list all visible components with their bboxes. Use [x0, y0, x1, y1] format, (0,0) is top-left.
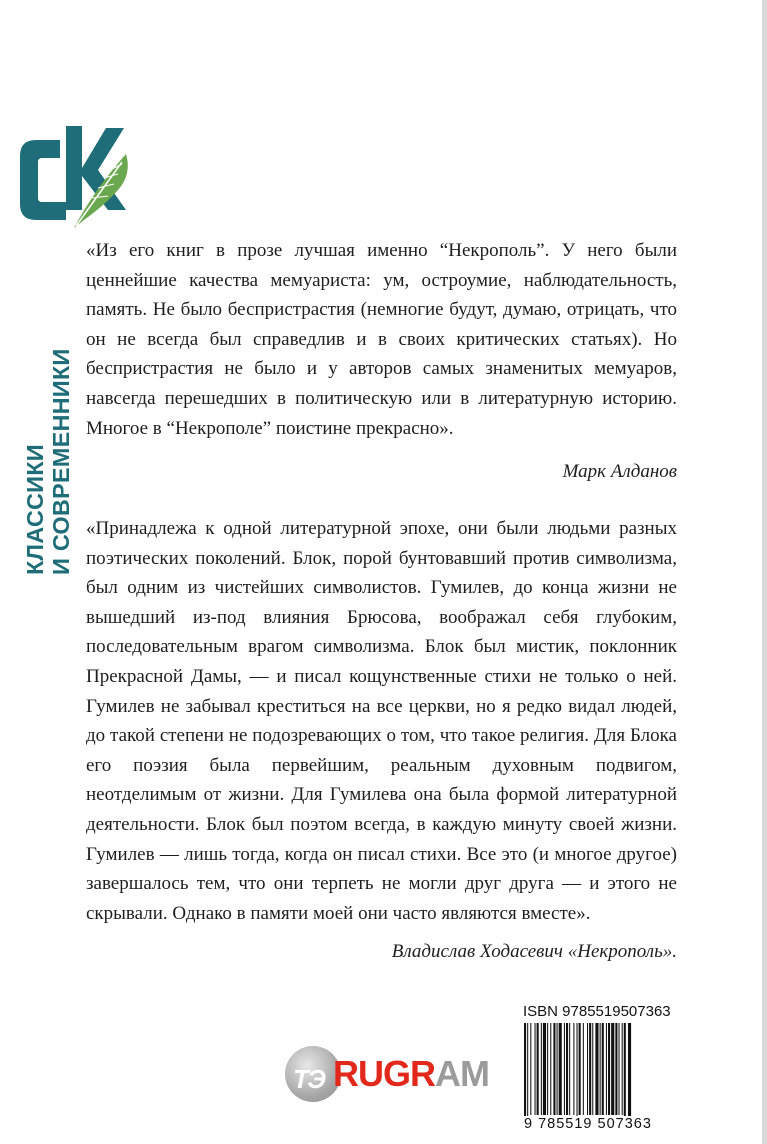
barcode-icon [523, 1023, 678, 1121]
publisher-name-part2: A [435, 1053, 460, 1094]
barcode-digits: 9 785519 507363 [524, 1116, 652, 1132]
series-title-line2: И СОВРЕМЕННИКИ [48, 348, 74, 575]
series-title [22, 345, 74, 575]
series-title-line1: КЛАССИКИ [22, 444, 48, 575]
publisher-name-part1: RUGR [333, 1053, 435, 1094]
quote-khodasevich: «Принадлежа к одной литературной эпохе, они были людьми разных поэтических поколений. Блок, порой бунтовавший против символизма, был одним из чистейших символистов. Гумилев, до конца жизни не вышедший из-под влияния Брюсова, воображал себя глубоким, последовательным врагом символизма. Блок был мистик, поклонник Прекрасной Дамы, — и писал кощунственные стихи не только о ней. Гумилев не забывал креститься на все церкви, но я редко видал людей, до такой степени не подозревающих о том, что такое религия. Для Блока его поэзия была первейшим, реальным духовным подвигом, неотделимым от жизни. Для Гумилева она была формой литературной деятельности. Блок был поэтом всегда, в каждую минуту своей жизни. Гумилев — лишь тогда, когда он писал стихи. Все это (и многое другое) завершалось тем, что они терпеть не могли друг друга — и этого не скрывали. Однако в памяти моей они часто являются вместе». [86, 518, 677, 924]
publisher-badge-text: ТЭ [293, 1064, 324, 1094]
author-khodasevich: Владислав Ходасевич «Некрополь». [391, 941, 677, 962]
ck-monogram-with-feather-icon [14, 120, 134, 240]
publisher-name-part4: M [460, 1053, 489, 1094]
publisher-name [333, 1054, 489, 1094]
cover-edge-strip [762, 0, 767, 1144]
quote-aldanov: «Из его книг в прозе лучшая именно “Некрополь”. У него были ценнейшие качества мемуариста: ум, остроумие, наблюдательность, память. Не было беспристрастия (немногие будут, думаю, отрицать, что он не всегда был справедлив и в своих критических статьях). Но беспристрастия не было и у авторов самых знаменитых мемуаров, навсегда перешедших в политическую или в литературную историю. Многое в “Некрополе” поистине прекрасно». [86, 240, 677, 439]
isbn-label: ISBN 9785519507363 [523, 1003, 671, 1020]
publisher-logo [285, 1040, 489, 1104]
author-aldanov: Марк Алданов [562, 461, 677, 482]
